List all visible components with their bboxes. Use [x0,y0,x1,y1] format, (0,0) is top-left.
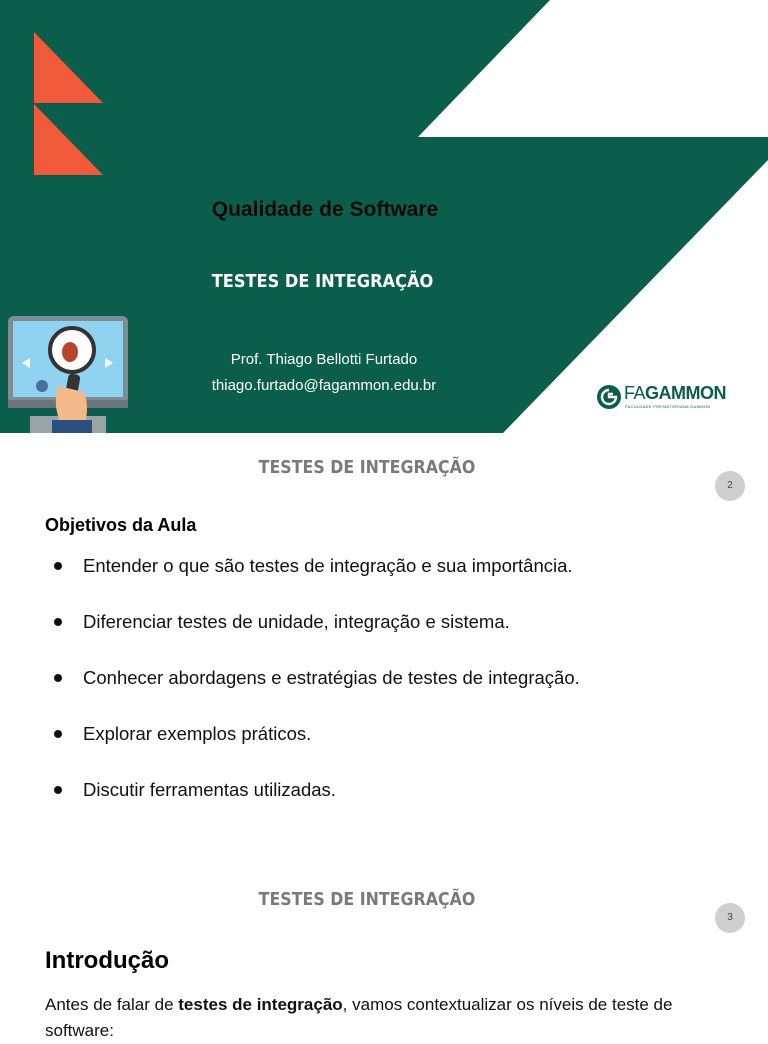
objectives-heading: Objetivos da Aula [45,515,197,535]
author-block [0,347,648,399]
title-slide [0,0,768,433]
list-item: Diferenciar testes de unidade, integração e sistema. [45,609,580,665]
list-item: Entender o que são testes de integração e sua importância. [45,553,580,609]
page-number-badge: 2 [715,471,745,501]
slide2-header: TESTES DE INTEGRAÇÃO [258,457,476,478]
objectives-list [45,553,580,833]
fagammon-logo-icon [596,384,622,410]
professor-name: Prof. Thiago Bellotti Furtado [230,351,418,368]
bullet-icon [54,730,62,738]
slide3-header: TESTES DE INTEGRAÇÃO [258,889,476,910]
bullet-icon [54,786,62,794]
logo-wordmark: FAGAMMON [624,383,727,403]
logo-tagline: FACULDADE PRESBITERIANA GAMMON [625,404,711,409]
intro-paragraph: Antes de falar de testes de integração, vamos contextualizar os níveis de teste de software: [45,995,673,1040]
lesson-title: TESTES DE INTEGRAÇÃO [211,271,434,292]
bullet-icon [54,618,62,626]
page-number-badge: 3 [715,903,745,933]
professor-email: thiago.furtado@fagammon.edu.br [211,377,437,394]
bullet-icon [54,674,62,682]
fagammon-logo [596,383,736,413]
list-item: Explorar exemplos práticos. [45,721,580,777]
list-item: Conhecer abordagens e estratégias de testes de integração. [45,665,580,721]
list-item: Discutir ferramentas utilizadas. [45,777,580,833]
intro-heading: Introdução [45,947,169,974]
course-title: Qualidade de Software [211,198,439,221]
bullet-icon [54,562,62,570]
